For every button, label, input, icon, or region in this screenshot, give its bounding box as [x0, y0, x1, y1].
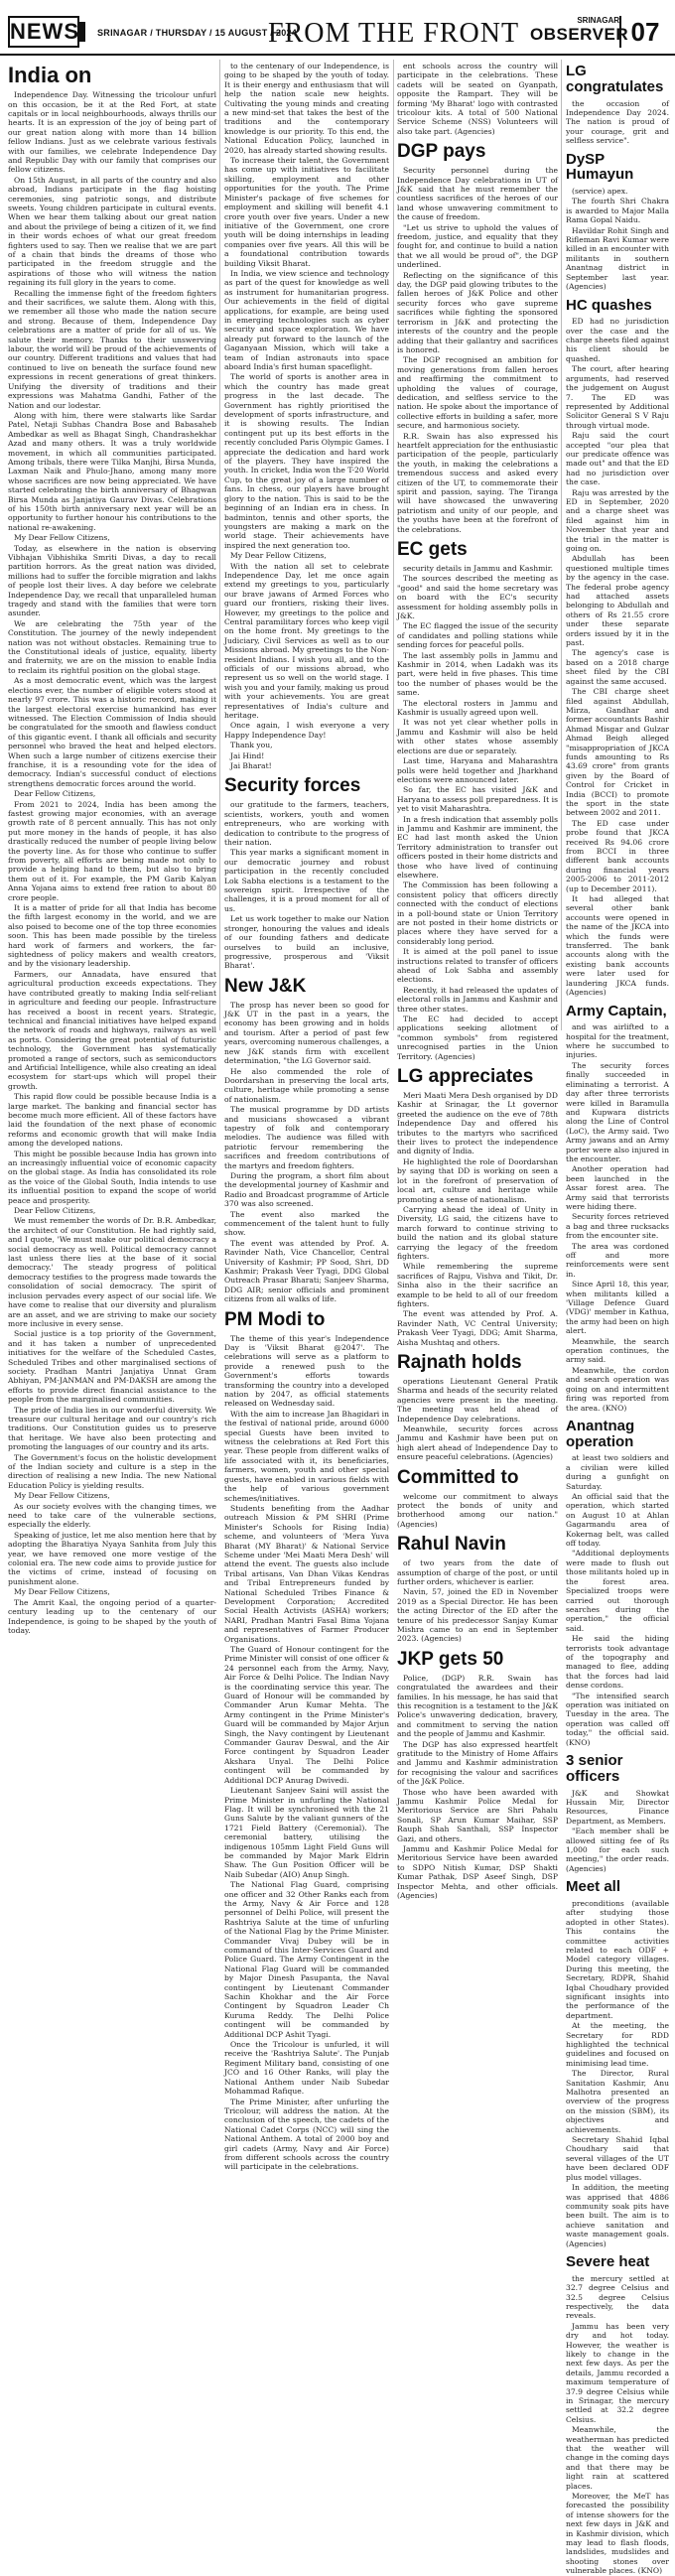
- body-paragraph: Speaking of justice, let me also mention here that by adopting the Bharatiya Nyaya Sanhita from July this year, we have removed one more vestige of the colonial era. The new code aims to provide justice for the victims of crime, instead of focusing on punishment alone.: [8, 1530, 216, 1586]
- body-paragraph: In addition, the meeting was apprised that 4886 community soak pits have been built. The aim is to achieve sanitation and waste management goals. (Agencies): [566, 2183, 669, 2248]
- body-paragraph: Today, as elsewhere in the nation is observing Vibhajan Vibhishika Smriti Divas, a day to recall partition horrors. As the great nation was divided, millions had to suffer the forcible migration and lakhs of people lost their lives. A day before we celebrate Independence Day, we recall that unparalleled human tragedy and stand with the families that were torn asunder.: [8, 543, 216, 618]
- body-paragraph: Meanwhile, the weatherman has predicted that the weather will change in the coming days and that there may be light rain at scattered places.: [566, 2425, 669, 2491]
- column-divider: [393, 60, 394, 1030]
- body-paragraph: The musical programme by DD artists and musicians showcased a vibrant tapestry of folk and contemporary melodies. The audience was filled with patriotic fervour remembering the sacrifices and freedom contributions of the martyrs and freedom fighters.: [224, 1105, 389, 1170]
- body-paragraph: Moreover, the MeT has forecasted the possibility of intense showers for the next few days in J&K and in Kashmir division, which may lead to flash floods, landslides, mudslides and shooting stones over vulnerable places. (KNO): [566, 2492, 669, 2576]
- body-paragraph: Security personnel during the Independence Day celebrations in UT of J&K said that he must remember the countless sacrifices of the heroes of our land whose unwavering commitment to the cause of freedom.: [397, 166, 558, 222]
- body-paragraph: The last assembly polls in Jammu and Kashmir in 2014, when Ladakh was its part, were held in five phases. This time too the number of phases would be the same.: [397, 650, 558, 698]
- body-paragraph: This might be possible because India has grown into an increasingly influential voice of economic capacity on the global stage. As India has consolidated its role as the voice of the Global South, India intends to use its influential position to expand the scope of world peace and prosperity.: [8, 1149, 216, 1205]
- body-paragraph: We must remember the words of Dr. B.R. Ambedkar, the architect of our Constitution. He had rightly said, and I quote, 'We must make our political democracy a social democracy as well. Political democracy cannot last unless there lies at the base of it social democracy.' The steady progress of political democracy testifies to the progress made towards the consolidation of social democracy. The spirit of inclusion pervades every aspect of our social life. We have come to realise that our diversity and pluralism are an asset, and we are striving to make our society more inclusive in every sense.: [8, 1216, 216, 1328]
- article: [566, 1419, 669, 1747]
- article: [397, 62, 558, 136]
- headline[interactable]: Severe heat: [566, 2252, 650, 2270]
- column-2: [224, 62, 390, 2172]
- body-paragraph: Thank you,: [230, 741, 273, 750]
- headline[interactable]: EC gets: [397, 539, 468, 561]
- brand-name: OBSERVER: [530, 25, 629, 44]
- body-paragraph: The Director, Rural Sanitation Kashmir, Anu Malhotra presented an overview of the progress on the mission (SBM), its objectives and achievements.: [566, 2069, 669, 2134]
- body-paragraph: Lieutenant Sanjeev Saini will assist the Prime Minister in unfurling the National Flag. It will be synchronised with the 21 Guns Salute by the valiant gunners of the 1721 Field Battery (Ceremonial). The ceremonial battery, utilising the indigenous 105mm Light Field Guns will be commanded by Major Mark Eldrin Shaw. The Gun Position Officer will be Naib Subedar (AIO) Anup Singh.: [224, 1786, 389, 1879]
- body-paragraph: The event was attended by Prof. A. Ravinder Nath, Vice Chancellor, Central University of Kashmir; PP Sood, Shri, DD Kashmir; Prakash Veer Tyagi, DDG Global Outreach Prasar Bharati; Sanjeev Sharma, DDG AIR; senior officials and prominent citizens from all walks of life.: [224, 1238, 389, 1304]
- body-paragraph: Social justice is a top priority of the Government, and it has taken a number of unprecedented initiatives for the welfare of the Scheduled Castes, Scheduled Tribes and other marginalised sections of society. Pradhan Mantri Janjatiya Unnat Gram Abhiyan, PM-JANMAN and PM-DAKSH are among the efforts to provide direct financial assistance to the people from the marginalised communities.: [8, 1329, 216, 1405]
- body-paragraph: The pride of India lies in our wonderful diversity. We treasure our cultural heritage and our country's rich traditions. Our Constitution guides us to preserve that heritage. We have also been protecting and promoting the languages of our country and its arts.: [8, 1405, 216, 1452]
- body-paragraph: So far, the EC has visited J&K and Haryana to assess poll preparedness. It is yet to visit Maharashtra.: [397, 785, 558, 814]
- body-paragraph: My Dear Fellow Citizens,: [14, 533, 110, 543]
- body-paragraph: Dear Fellow Citizens,: [14, 1206, 96, 1216]
- body-paragraph: He also commended the role of Doordarshan in preserving the local arts, culture, heritage while promoting a sense of nationalism.: [224, 1066, 389, 1104]
- body-paragraph: My Dear Fellow Citizens,: [14, 1491, 110, 1501]
- headline[interactable]: Rajnath holds: [397, 1352, 522, 1373]
- body-paragraph: This rapid flow could be possible because India is a large market. The banking and financial sector has become much more efficient. All of these factors have laid the foundation of the next phase of economic reforms and economic growth that will make India among the developed nations.: [8, 1092, 216, 1149]
- body-paragraph: In India, we view science and technology as part of the quest for knowledge as well as instrument for humanitarian progress. Our achievements in the field of digital applications, for example, are being used in emerging technologies such as cyber security and space exploration. We have already put forward to the launch of the Gaganyaan Mission, which will take a team of Indian astronauts into space aboard India's first human spaceflight.: [224, 268, 389, 371]
- body-paragraph: The Commission has been following a consistent policy that officers directly connected with the conduct of elections in a poll-bound state or Union Territory are not posted in their home districts or places where they have served for a considerably long period.: [397, 881, 558, 946]
- body-paragraph: This year marks a significant moment in our democratic journey and robust participation in the recently concluded Lok Sabha elections is a testament to the sovereign spirit. Irrespective of the challenges, it is a proud moment for all of us.: [224, 848, 389, 913]
- body-paragraph: Meanwhile, the cordon and search operation was going on and intermittent firing was reported from the area. (KNO): [566, 1365, 669, 1413]
- article: [397, 540, 558, 1061]
- body-paragraph: My Dear Fellow Citizens,: [14, 1587, 110, 1597]
- article: [397, 1353, 558, 1462]
- section-title: FROM THE FRONT: [268, 18, 520, 49]
- article: [8, 64, 216, 1635]
- headline[interactable]: Anantnag operation: [566, 1417, 635, 1450]
- body-paragraph: Independence Day. Witnessing the tricolour unfurl on this occasion, be it at the Red Fort, at state capitals or in local neighbourhoods, always thrills our hearts. It is an expression of the joy of being part of our great nation along with more than 14 billion fellow Indians. Just as we celebrate various festivals with our families, we celebrate Independence Day and Republic Day with our family that comprises our fellow citizens.: [8, 90, 216, 175]
- body-paragraph: Raju said the court accepted "our plea that our predicate offence was made out" and that the ED had no jurisdiction over the case.: [566, 431, 669, 487]
- body-paragraph: Students benefiting from the Aadhar outreach Mission & PM SHRI (Prime Minister's Schools for Rising India) scheme, and volunteers of 'Mera Yuva Bharat (MY Bharat)' & National Service Scheme under 'Mei Maati Mera Desh' will attend the event. The guests also include Tribal artisans, Van Dhan Vikas Kendras and Tribal Entrepreneurs funded by National Scheduled Tribes Finance & Development Corporation; Accredited Social Health Activists (ASHA) workers; NARI, Pradhan Mantri Fasal Bima Yojana and representatives of Farmer Producer Organisations.: [224, 1503, 389, 1644]
- body-paragraph: Recently, it had released the updates of electoral rolls in Jammu and Kashmir and three other states.: [397, 985, 558, 1014]
- column-3: [397, 62, 558, 1901]
- news-badge: NEWS: [8, 16, 79, 48]
- body-paragraph: Dear Fellow Citizens,: [14, 789, 96, 799]
- article: [566, 1004, 669, 1413]
- body-paragraph: Jai Bharat!: [230, 761, 272, 771]
- body-paragraph: "The intensified search operation was initiated on Tuesday in the area. The operation was called off today," the official said. (KNO): [566, 1691, 669, 1747]
- headline[interactable]: DySP Humayun: [566, 150, 634, 184]
- body-paragraph: (service) apex.: [572, 187, 628, 197]
- body-paragraph: Carrying ahead the ideal of Unity in Diversity, LG said, the citizens have to march forward to continue striving to build the nation and its global stature carrying the legacy of the freedom fighters.: [397, 1204, 558, 1261]
- brand-city: SRINAGAR: [577, 16, 619, 25]
- body-paragraph: With the nation all set to celebrate Independence Day, let me once again extend my greetings to you, particularly our brave jawans of Armed Forces who guard our frontiers, risking their lives. However, my greetings to the police and Central paramilitary forces who keep vigil on the home front. My greetings to the Judiciary, Civil Services as well as to our Missions abroad. My greetings to the Non-resident Indians. I wish you all, and to the officials of our missions abroad, who represent us so well on the world stage. I wish you and your family, making us proud with your achievements. You are great representatives of India's culture and heritage.: [224, 561, 389, 721]
- masthead: [0, 0, 675, 56]
- body-paragraph: At the meeting, the Secretary for RDD highlighted the technical guidelines and focused on minimising lead time.: [566, 2021, 669, 2068]
- article: [397, 142, 558, 534]
- body-paragraph: Raju was arrested by the ED in September, 2020 and a charge sheet was filed against him in November that year and the trial in the matter is going on.: [566, 487, 669, 553]
- date-line: SRINAGAR / THURSDAY / 15 AUGUST / 2024: [97, 28, 298, 38]
- article: [566, 2254, 669, 2576]
- headline[interactable]: HC quashes: [566, 296, 652, 314]
- body-paragraph: The agency's case is based on a 2018 charge sheet filed by the CBI against the same accused.: [566, 648, 669, 686]
- body-paragraph: The National Flag Guard, comprising one officer and 32 Other Ranks each from the Army, Navy & Air Force and 128 personnel of Delhi Police, will present the Rashtriya Salute at the time of unfurling of the National Flag by the Prime Minister. Commander Vivaj Dubey will be in command of this Inter-Services Guard and Police Guard. The Army Contingent in the National Flag Guard will be commanded by Major Dinesh Pasupanta, the Naval contingent by Lieutenant Commander Sachin Khokhar and the Air Force Contingent by Squadron Leader Ch Kuruma Reddy. The Delhi Police contingent will be commanded by Additional DCP Ashit Tyagi.: [224, 1880, 389, 2039]
- body-paragraph: and was airlifted to a hospital for the treatment, where he succumbed to injuries.: [566, 1022, 669, 1060]
- body-paragraph: Another operation had been launched in the Assar forest area. The Army said that terrorists were hiding there.: [566, 1164, 669, 1211]
- article: [224, 1310, 389, 2172]
- body-paragraph: Once the Tricolour is unfurled, it will receive the 'Rashtriya Salute'. The Punjab Regiment Military band, consisting of one JCO and 16 Other Ranks, will play the National Anthem under Naib Subedar Mohammad Rafique.: [224, 2040, 389, 2097]
- body-paragraph: The security forces finally succeeded in eliminating a terrorist. A day after three terrorists were killed in Baramulla and Kupwara districts along the Line of Control (LoC), the Army said. Two Army jawans and an Army porter were also injured in the encounter.: [566, 1060, 669, 1163]
- body-paragraph: Once again, I wish everyone a very Happy Independence Day!: [224, 721, 389, 740]
- headline[interactable]: Meet all: [566, 1878, 621, 1896]
- body-paragraph: Police, (DGP) R.R. Swain has congratulated the awardees and their families. In his message, he has said that this recognition is a testament to the J&K Police's unwavering dedication, bravery, and commitment to serving the nation and the people of Jammu and Kashmir.: [397, 1673, 558, 1739]
- body-paragraph: With the aim to increase Jan Bhagidari in the festival of national pride, around 6000 special Guests have been invited to witness the celebrations at Red Fort this year. These people from different walks of life associated with it, its beneficiaries, farmers, women, youth and other special guests, have enabled in various fields with the help of various government schemes/initiatives.: [224, 1409, 389, 1503]
- body-paragraph: R.R. Swain has also expressed his heartfelt appreciation for the enthusiastic participation of the people, particularly the youth, in making the celebrations a tremendous success and asked every citizen of the UT, to commemorate their spirit and passion, saying. The Tiranga will have showcased the unwavering patriotism and unity of our people, and the youths have been at the forefront of the celebrations.: [397, 431, 558, 534]
- column-divider: [219, 60, 220, 1030]
- body-paragraph: Secretary Shahid Iqbal Choudhary said that several villages of the UT have been declared ODF plus model villages.: [566, 2135, 669, 2182]
- column-4: [566, 62, 669, 2576]
- body-paragraph: at least two soldiers and a civilian were killed during a gunfight on Saturday.: [566, 1453, 669, 1491]
- body-paragraph: Abdullah has been questioned multiple times by the agency in the case. The federal probe agency had attached assets belonging to Abdullah and others of Rs 21.55 crore under these separate orders issued by it in the past.: [566, 554, 669, 648]
- article: [397, 1650, 558, 1901]
- body-paragraph: Farmers, our Annadata, have ensured that agricultural production exceeds expectations. They have contributed greatly to making India self-reliant in agriculture and feeding our people. Infrastructure has received a boost in recent years. Strategic, technical and financial initiatives have helped expand the network of roads and highways, railways as well as ports. Considering the great potential of futuristic technology, the Government has systematically promoted a range of sectors, such as semiconductors and Artificial Intelligence, while also creating an ideal ecosystem for start-ups which will propel their growth.: [8, 969, 216, 1091]
- body-paragraph: The EC had decided to accept applications seeking allotment of "common symbols" from registered unrecognised parties in the Union Territory. (Agencies): [397, 1015, 558, 1061]
- body-paragraph: From 2021 to 2024, India has been among the fastest growing major economies, with an average growth rate of 8 percent annually. This has not only put more money in the hands of people, it has also drastically reduced the number of people living below the poverty line. As for those who continue to suffer from poverty, all efforts are being made not only to provide a helping hand to them, but also to bring them out of it. For example, the PM Garib Kalyan Anna Yojana aims to extend free ration to about 80 crore people.: [8, 799, 216, 902]
- body-paragraph: The event was attended by Prof. A. Ravinder Nath, VC Central University; Prakash Veer Tyagi, DDG; Amit Sharma, Aisha Mushtaq and others.: [397, 1309, 558, 1347]
- body-paragraph: Reflecting on the significance of this day, the DGP paid glowing tributes to the fallen heroes of J&K Police and other security forces who gave supreme sacrifices while fighting the sponsored terrorism in J&K and protecting the interests of the country and the people adding that their gallantry and sacrifices is honored.: [397, 270, 558, 354]
- body-paragraph: Havildar Rohit Singh and Rifleman Ravi Kumar were killed in an encounter with militants in southern Anantnag district in September last year. (Agencies): [566, 225, 669, 292]
- headline[interactable]: Committed to: [397, 1466, 519, 1488]
- body-paragraph: As our society evolves with the changing times, we need to take care of the vulnerable sections, especially the elderly.: [8, 1501, 216, 1530]
- body-paragraph: ent schools across the country will participate in the celebrations. These cadets will be seated on Gyanpath, opposite the Rampart. They will be forming 'My Bharat' logo with contrasted tricolour kits. A total of 500 National Service Scheme (NSS) Volunteers will also take part. (Agencies): [397, 62, 558, 136]
- body-paragraph: welcome our commitment to always protect the bonds of unity and brotherhood among our nation." (Agencies): [397, 1491, 558, 1529]
- body-paragraph: Jammu and Kashmir Police Medal for Meritorious Service have been awarded to SDPO Nitish Kumar, DSP Shakti Kumar Pathak, DSP Aseef Singh, DSP Inspector Mehta, and other officials. (Agencies): [397, 1844, 558, 1901]
- body-paragraph: ED had no jurisdiction over the case and the charge sheets filed against his client should be quashed.: [566, 317, 669, 363]
- body-paragraph: Jai Hind!: [230, 750, 265, 760]
- body-paragraph: The court, after hearing arguments, had reserved the judgement on August 7. The ED was represented by Additional Solicitor General S V Raju through virtual mode.: [566, 364, 669, 430]
- article: [566, 64, 669, 146]
- body-paragraph: Navin, 57, joined the ED in November 2019 as a Special Director. He has been the acting Director of the ED after the tenure of his predecessor Sanjay Kumar Mishra came to an end in September 2023. (Agencies): [397, 1587, 558, 1644]
- body-paragraph: Last time, Haryana and Maharashtra polls were held together and Jharkhand elections were announced later.: [397, 756, 558, 784]
- body-paragraph: It is a matter of pride for all that India has become the fifth largest economy in the world, and we are also poised to become one of the top three economies soon. This has been made possible by the tireless hard work of farmers and workers, the far-sightedness of policy makers and wealth creators, and by the visionary leadership.: [8, 903, 216, 969]
- headline[interactable]: PM Modi to: [224, 1308, 326, 1330]
- body-paragraph: preconditions (available after studying those adopted in other States). This contains the committee activities related to each ODF + Model category villages. During this meeting, the Secretary, RDPR, Shahid Iqbal Choudhary provided significant insights into the performance of the department.: [566, 1898, 669, 2020]
- body-paragraph: The theme of this year's Independence Day is 'Viksit Bharat @2047'. The celebrations will serve as a platform to provide a renewed push to the Government's efforts towards transforming the country into a developed nation by 2047, as official statements released on Wednesday said.: [224, 1333, 389, 1409]
- body-paragraph: of two years from the date of assumption of charge of the post, or until further orders, whichever is earlier.: [397, 1559, 558, 1586]
- body-paragraph: The world of sports is another area in which the country has made great progress in the last decade. The Government has rightly prioritised the development of sports infrastructure, and it is showing results. The Indian contingent put up its best efforts in the recently concluded Paris Olympic Games. I appreciate the dedication and hard work of the players. They have inspired the youth. In cricket, India won the T-20 World Cup, to the great joy of a large number of fans. In chess, our players have brought glory to the nation. This is said to be the beginning of an Indian era in chess. In badminton, tennis and other sports, the youngsters are making a mark on the world stage. Their achievements have inspired the next generation too.: [224, 372, 389, 550]
- column-1: [8, 62, 216, 1635]
- headline[interactable]: LG appreciates: [397, 1066, 534, 1088]
- body-paragraph: He said the hiding terrorists took advantage of the topography and managed to flee, adding that the forces had laid dense cordons.: [566, 1634, 669, 1691]
- body-paragraph: On 15th August, in all parts of the country and also abroad, Indians participate in the flag hoisting ceremonies, sing patriotic songs, and distribute sweets. Young children participate in cultural events. When we hear them talking about our great nation and about the privilege of being a citizen of it, we find in their words echoes of what our great freedom fighters used to say. Then we realise that we are part of a chain that binds the dreams of those who participated in the freedom struggle and the aspirations of those who will witness the nation regaining its full glory in the years to come.: [8, 175, 216, 288]
- body-paragraph: "Let us strive to uphold the values of freedom, justice, and equality that they fought for, and continue to build a nation that we all would be proud of", the DGP underlined.: [397, 222, 558, 270]
- body-paragraph: Security forces retrieved a bag and three rucksacks from the encounter site.: [566, 1212, 669, 1241]
- body-paragraph: The EC flagged the issue of the security of candidates and polling stations while sending forces for peaceful polls.: [397, 621, 558, 650]
- body-paragraph: The fourth Shri Chakra is awarded to Major Malla Rama Gopal Naidu.: [566, 197, 669, 225]
- article: [224, 776, 389, 970]
- body-paragraph: the mercury settled at 32.7 degree Celsius and 32.5 degree Celsius respectively, the data reveals.: [566, 2273, 669, 2321]
- body-paragraph: The DGP has also expressed heartfelt gratitude to the Ministry of Home Affairs and Jammu and Kashmir administration for recognising the valour and sacrifices of the J&K Police.: [397, 1739, 558, 1787]
- article: [566, 1753, 669, 1873]
- body-paragraph: Meri Maati Mera Desh organised by DD Kashir at Srinagar, the Lt governor greeted the audience on the eve of 78th Independence Day and offered his tributes to the martyrs who sacrificed their lives to protect the independence and dignity of India.: [397, 1091, 558, 1156]
- body-paragraph: It is aimed at the poll panel to issue instructions related to transfer of officers ahead of Lok Sabha and assembly elections.: [397, 947, 558, 985]
- body-paragraph: the occasion of Independence Day 2024. The nation is proud of your courage, grit and selfless service".: [566, 98, 669, 146]
- body-paragraph: The Prime Minister, after unfurling the Tricolour, will address the nation. At the conclusion of the speech, the cadets of the National Cadet Corps (NCC) will sing the National Anthem. A total of 2000 boy and girl cadets (Army, Navy and Air Force) from different schools across the country will participate in the celebrations.: [224, 2097, 389, 2172]
- body-paragraph: My Dear Fellow Citizens,: [230, 551, 327, 561]
- brand-logo: [530, 16, 629, 45]
- body-paragraph: To increase their talent, the Government has come up with initiatives to facilitate skilling, employment and other opportunities for the youth. The Prime Minister's package of five schemes for employment and skilling will benefit 4.1 crore youth over five years. Under a new initiative of the Government, one crore youth will be doing internships in leading companies over five years. All this will be a foundational contribution towards building Viksit Bharat.: [224, 156, 389, 268]
- body-paragraph: "Additional deployments were made to flush out those militants holed up in the forest area. Specialized troops were carried out thorough searches during the operation," the official said.: [566, 1549, 669, 1633]
- body-paragraph: While remembering the supreme sacrifices of Rajpu, Vishva and Tikit, Dr. Sinha also in the their sacrifice an example to be held to all of our freedom fighters.: [397, 1262, 558, 1308]
- body-paragraph: Those who have been awarded with Jammu Kashmir Police Medal for Meritorious Service are Shri Pahalu Sonali, SP Arun Kumar Maihar, SSP Rauph Shah Santhali, SSP Inspector Gazi, and others.: [397, 1787, 558, 1843]
- body-paragraph: The prosp has never been so good for J&K UT in the past in a years, the economy has been growing and in holds and tourism. After a period of past few years, overcoming numerous challenges, a new J&K stands firm with excellent determination, "the LG Governor said.: [224, 1000, 389, 1066]
- body-paragraph: "Each member shall be allowed sitting fee of Rs 1,000 for each such meeting," the order reads. (Agencies): [566, 1827, 669, 1873]
- body-paragraph: The ED case under probe found that JKCA received Rs 94.06 crore from BCCI in three different bank accounts during financial years 2005-2006 to 2011-2012 (up to December 2011).: [566, 818, 669, 893]
- article: [397, 1468, 558, 1530]
- body-paragraph: security details in Jammu and Kashmir.: [403, 563, 553, 573]
- body-paragraph: The area was cordoned off and more reinforcements were sent in.: [566, 1241, 669, 1279]
- body-paragraph: As a most democratic event, which was the largest elections ever, the number of eligible voters stood at nearly 97 crore. This was a historic record, making it the largest electoral exercise humankind has ever witnessed. The Election Commission of India should be congratulated for the smooth and flawless conduct of this gigantic event. I thank all officials and security personnel who braved the heat and helped electors. When such a large number of citizens exercise their franchise, it is a resounding vote for the idea of democracy. Indian's successful conduct of elections strengthens democratic forces around the world.: [8, 676, 216, 788]
- headline[interactable]: JKP gets 50: [397, 1648, 504, 1670]
- article: [224, 977, 389, 1304]
- body-paragraph: The CBI charge sheet filed against Abdullah, Mirza, Gandhar and former accountants Bashir Ahmad Misgar and Gulzar Ahmad Beigh alleged "misappropriation of JKCA funds amounting to Rs 43.69 crore" from grants given by the Board of Control for Cricket in India (BCCI) to promote the sport in the state between 2002 and 2011.: [566, 687, 669, 818]
- column-divider: [561, 60, 562, 1030]
- article: [224, 62, 389, 770]
- body-paragraph: our gratitude to the farmers, teachers, scientists, workers, youth and women entrepreneurs, who are working with dedication to contribute to the progress of their nation.: [224, 800, 389, 848]
- headline[interactable]: LG congratulates: [566, 63, 664, 95]
- body-paragraph: The electoral rosters in Jammu and Kashmir is usually agreed upon well.: [397, 698, 558, 718]
- article: [397, 1067, 558, 1347]
- body-paragraph: Meanwhile, the search operation continues, the army said.: [566, 1336, 669, 1365]
- headline[interactable]: DGP pays: [397, 141, 486, 163]
- article: [566, 298, 669, 998]
- body-paragraph: Let us work together to make our Nation stronger, honouring the values and ideals of our founding fathers and dedicate ourselves to build an inclusive, progressive, prosperous and 'Viksit Bharat'.: [224, 914, 389, 971]
- body-paragraph: The Government's focus on the holistic development of the Indian society and culture is a step in the direction of realising a new India. The new National Education Policy is yielding results.: [8, 1452, 216, 1490]
- body-paragraph: Jammu has been very dry and hot today. However, the weather is likely to change in the next few days. As per the details, Jammu recorded a maximum temperature of 37.9 degree Celsius while in Srinagar, the mercury settled at 32.2 degree Celsius.: [566, 2321, 669, 2424]
- headline[interactable]: India on: [8, 63, 92, 87]
- body-paragraph: He highlighted the role of Doordarshan by saying that DD is working on seen a lot in the forefront of preservation of local art, culture and heritage while promoting a sense of nationalism.: [397, 1156, 558, 1204]
- article: [566, 152, 669, 292]
- body-paragraph: Meanwhile, security forces across Jammu and Kashmir have been put on high alert ahead of Independence Day to ensure peaceful celebrations. (Agencies): [397, 1424, 558, 1462]
- body-paragraph: The DGP recognised an ambition for moving generations from fallen heroes and reaffirming the commitment to upholding the values of courage, dedication, and selfless service to the nation. He spoke about the importance of collective efforts in building a safer, more secure, and harmonious society.: [397, 355, 558, 431]
- headline[interactable]: 3 senior officers: [566, 1752, 623, 1785]
- article: [566, 1879, 669, 2248]
- headline[interactable]: Rahul Navin: [397, 1534, 506, 1556]
- body-paragraph: Along with him, there were stalwarts like Sardar Patel, Netaji Subhas Chandra Bose and Babasaheb Ambedkar as well as Bhagat Singh, Chandrashekhar Azad and many others. It was a truly worldwide movement, in which all communities participated. Among tribals, there were Tilka Manjhi, Birsa Munda, Laxman Naik and Phulo-Jhano, among many more whose sacrifices are now being appreciated. We have started celebrating the birth anniversary of Bhagwan Birsa Munda as Janjatiya Gaurav Divas. Celebrations of his 150th birth anniversary next year will be an opportunity to further honour his contributions to the national re-awakening.: [8, 410, 216, 532]
- body-paragraph: It was not yet clear whether polls in Jammu and Kashmir will also be held with other states whose assembly elections are due or separately.: [397, 718, 558, 755]
- body-paragraph: The Amrit Kaal, the ongoing period of a quarter-century leading up to the centenary of our Independence, is going to be shaped by the youth of today.: [8, 1597, 216, 1635]
- body-paragraph: The event also marked the commencement of the talent hunt to fully show.: [224, 1209, 389, 1238]
- headline[interactable]: Army Captain,: [566, 1002, 667, 1019]
- body-paragraph: Since April 18, this year, when militants killed a 'Village Defence Guard (VDG)' member in Kathua, the army had been on high alert.: [566, 1280, 669, 1336]
- body-paragraph: The sources described the meeting as "good" and said the home secretary was on board with the EC's security assessment for holding assembly polls in J&K.: [397, 574, 558, 620]
- body-paragraph: Recalling the immense fight of the freedom fighters and their sacrifices, we salute them. Along with this, we remember all those who made the nation secure and strong. Because of them, Independence Day celebrations are a matter of pride for all of us. We salute their memory. Thanks to their unswerving labour, the world will be proud of the achievements of our country. Different traditions and values that had continued to live on beneath the surface found new expressions in recent generations of great thinkers. Unifying the diversity of traditions and their expressions was Mahatma Gandhi, Father of the Nation and our lodestar.: [8, 288, 216, 410]
- page-number: 07: [619, 16, 669, 48]
- article: [397, 1535, 558, 1644]
- body-paragraph: to the centenary of our Independence, is going to be shaped by the youth of today. It is their energy and enthusiasm that will help the nation scale new heights. Cultivating the young minds and creating a new mind-set that takes the best of the traditions and the contemporary knowledge is our priority. To this end, the National Education Policy, launched in 2020, has already started showing results.: [224, 62, 389, 155]
- body-paragraph: We are celebrating the 75th year of the Constitution. The journey of the newly independent nation was not without obstacles. Remaining true to the Constitutional ideals of justice, equality, liberty and fraternity, we are on the mission to enable India to reclaim its rightful position on the global stage.: [8, 618, 216, 675]
- body-paragraph: During the program, a short film about the developmental journey of Kashmir and Radio and Broadcast programme of Article 370 was also screened.: [224, 1170, 389, 1209]
- body-paragraph: An official said that the operation, which started on August 10 at Ahlan Gagarmandu area of Kokernag belt, was called off today.: [566, 1492, 669, 1549]
- body-paragraph: It had alleged that several other bank accounts were opened in the name of the JKCA into which the funds were transferred. The bank accounts along with the existing bank accounts were later used for laundering JKCA funds. (Agencies): [566, 894, 669, 998]
- body-paragraph: J&K and Showkat Hussain Mir, Director Resources, Finance Department, as Members.: [566, 1788, 669, 1826]
- headline[interactable]: New J&K: [224, 975, 307, 997]
- body-paragraph: operations Lieutenant General Pratik Sharma and heads of the security related agencies were present in the meeting. The meeting was held ahead of Independence Day celebrations.: [397, 1376, 558, 1424]
- body-paragraph: In a fresh indication that assembly polls in Jammu and Kashmir are imminent, the EC had last month asked the Union Territory administration to transfer out officers posted in their home districts and those who have lived of continuing elsewhere.: [397, 814, 558, 880]
- body-paragraph: The Guard of Honour contingent for the Prime Minister will consist of one officer & 24 personnel each from the Army, Navy, Air Force & Delhi Police. The Indian Navy is the coordinating service this year. The Guard of Honour will be commanded by Commander Arun Kumar Mehta. The Army contingent in the Prime Minister's Guard will be commanded by Major Arjun Singh, the Navy contingent by Lieutenant Commander Gaurav Deswal, and the Air Force contingent by Squadron Leader Akshara Unyal. The Delhi Police contingent will be commanded by Additional DCP Anurag Dwivedi.: [224, 1645, 390, 1785]
- headline[interactable]: Security forces: [224, 775, 361, 797]
